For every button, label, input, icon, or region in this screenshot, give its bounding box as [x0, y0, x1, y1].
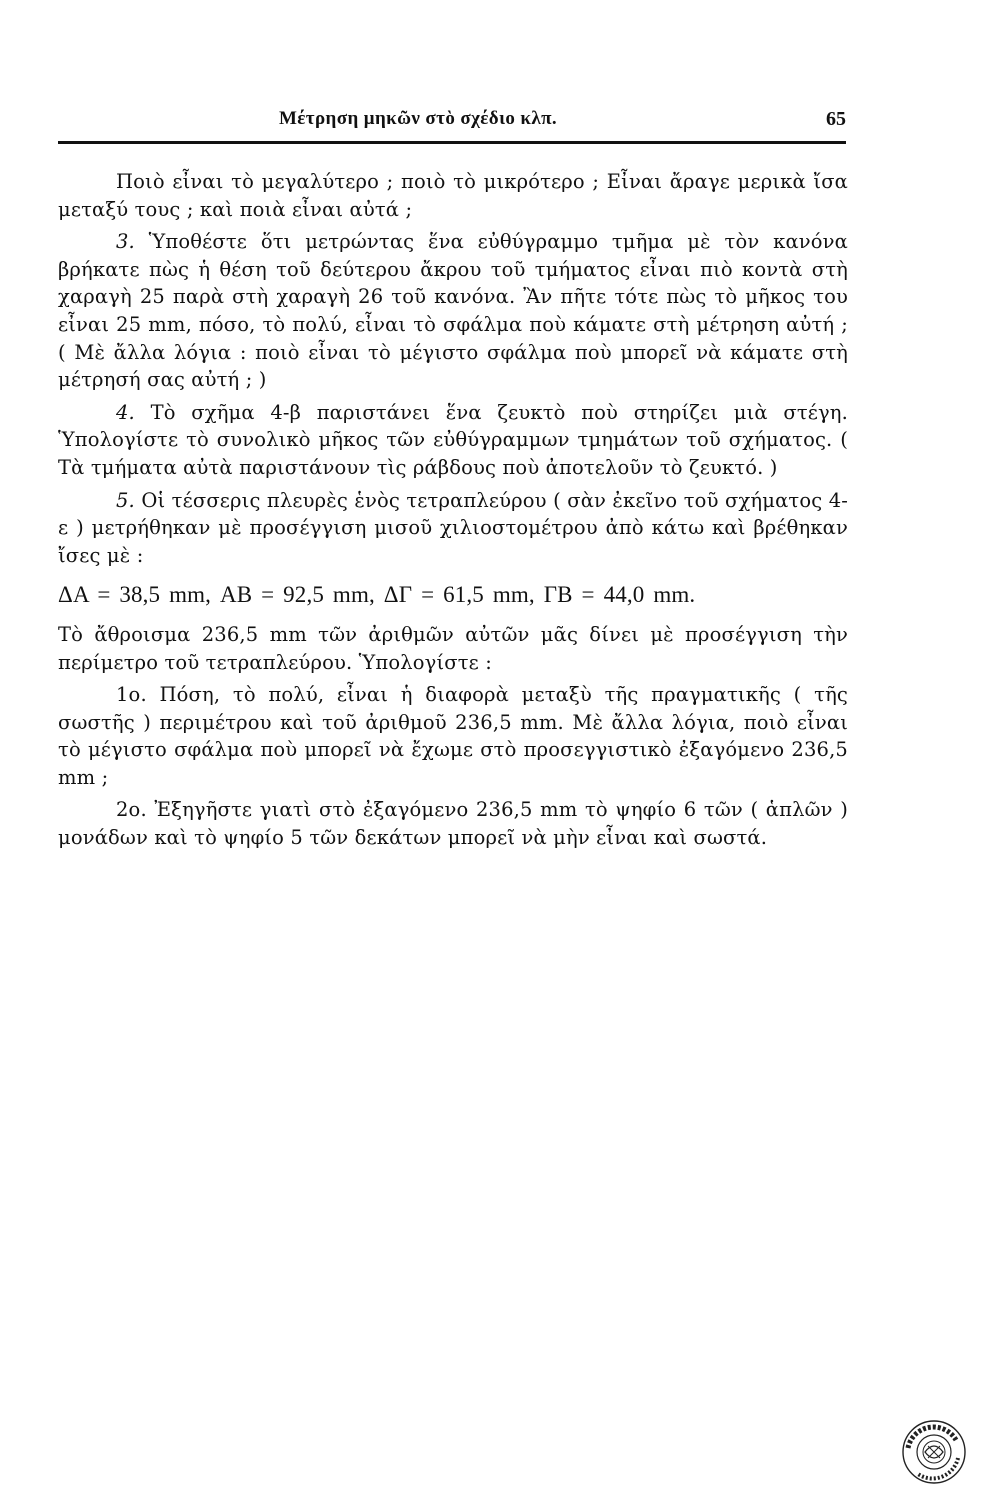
- main-text: [58, 168, 848, 857]
- exercise-number: 4.: [116, 400, 135, 424]
- question-number: 1ο.: [116, 683, 147, 707]
- intro-paragraph: [58, 168, 848, 223]
- measurements-line: ΔΑ = 38,5 mm, ΑΒ = 92,5 mm, ΔΓ = 61,5 mm, ΓΒ = 44,0 mm.: [58, 582, 696, 608]
- exercise-4: [58, 399, 848, 482]
- intro-text: Ποιὸ εἶναι τὸ μεγαλύτερο ; ποιὸ τὸ μικρότερο ; Εἶναι ἄραγε μερικὰ ἴσα μεταξύ τους ; καὶ ποιὰ εἶναι αὐτά ;: [58, 170, 848, 221]
- exercise-text: Ὑποθέστε ὅτι μετρώντας ἕνα εὐθύγραμμο τμῆμα μὲ τὸν κανόνα βρήκατε πὼς ἡ θέση τοῦ δεύτερου ἄκρου τοῦ τμήματος εἶναι πιὸ κοντὰ στὴ χαραγὴ 25 παρὰ στὴ χαραγὴ 26 τοῦ κανόνα. Ἂν πῆτε τότε πὼς τὸ μῆκος του εἶναι 25 mm, πόσο, τὸ πολύ, εἶναι τὸ σφάλμα ποὺ κάματε στὴ μέτρηση αὐτή ; ( Μὲ ἄλλα λόγια : ποιὸ εἶναι τὸ μέγιστο σφάλμα ποὺ μπορεῖ νὰ κάματε στὴ μέτρησή σας αὐτή ; ): [58, 230, 848, 392]
- question-text: Πόση, τὸ πολύ, εἶναι ἡ διαφορὰ μεταξὺ τῆς πραγματικῆς ( τῆς σωστῆς ) περιμέτρου καὶ τοῦ ἀριθμοῦ 236,5 mm. Μὲ ἄλλα λόγια, ποιὸ εἶναι τὸ μέγιστο σφάλμα ποὺ μπορεῖ νὰ ἔχωμε στὸ προσεγγιστικὸ ἐξαγόμενο 236,5 mm ;: [58, 683, 848, 789]
- question-number: 2ο.: [116, 798, 147, 822]
- question-text: Ἐξηγῆστε γιατὶ στὸ ἐξαγόμενο 236,5 mm τὸ ψηφίο 6 τῶν ( ἁπλῶν ) μονάδων καὶ τὸ ψηφίο 5 τῶν δεκάτων μπορεῖ νὰ μὴν εἶναι καὶ σωστά.: [58, 798, 848, 850]
- exercise-5: [58, 487, 848, 570]
- page-number: 65: [826, 108, 846, 130]
- side-measurements: [58, 581, 848, 609]
- exercise-text: Οἱ τέσσερις πλευρὲς ἑνὸς τετραπλεύρου ( σὰν ἐκεῖνο τοῦ σχήματος 4-ε ) μετρήθηκαν μὲ προσέγγιση μισοῦ χιλιοστομέτρου ἀπὸ κάτω καὶ βρέθηκαν ἴσες μὲ :: [58, 488, 848, 567]
- exercise-text: Τὸ σχῆμα 4-β παριστάνει ἕνα ζευκτὸ ποὺ στηρίζει μιὰ στέγη. Ὑπολογίστε τὸ συνολικὸ μῆκος τῶν εὐθύγραμμων τμημάτων τοῦ σχήματος. ( Τὰ τμήματα αὐτὰ παριστάνουν τὶς ράβδους ποὺ ἀποτελοῦν τὸ ζευκτό. ): [58, 400, 848, 479]
- sum-paragraph: [58, 621, 848, 676]
- exercise-number: 3.: [116, 230, 135, 254]
- page-header: [58, 108, 846, 138]
- header-rule: [58, 141, 846, 144]
- exercise-3: [58, 228, 848, 394]
- exercise-number: 5.: [116, 488, 135, 512]
- question-1: [58, 681, 848, 791]
- sum-text: Τὸ ἄθροισμα 236,5 mm τῶν ἀριθμῶν αὐτῶν μᾶς δίνει μὲ προσέγγιση τὴν περίμετρο τοῦ τετραπλεύρου. Ὑπολογίστε :: [58, 622, 848, 674]
- question-2: [58, 796, 848, 851]
- running-title: Μέτρηση μηκῶν στὸ σχέδιο κλπ.: [278, 108, 558, 129]
- foundation-seal-stamp: [900, 1418, 968, 1486]
